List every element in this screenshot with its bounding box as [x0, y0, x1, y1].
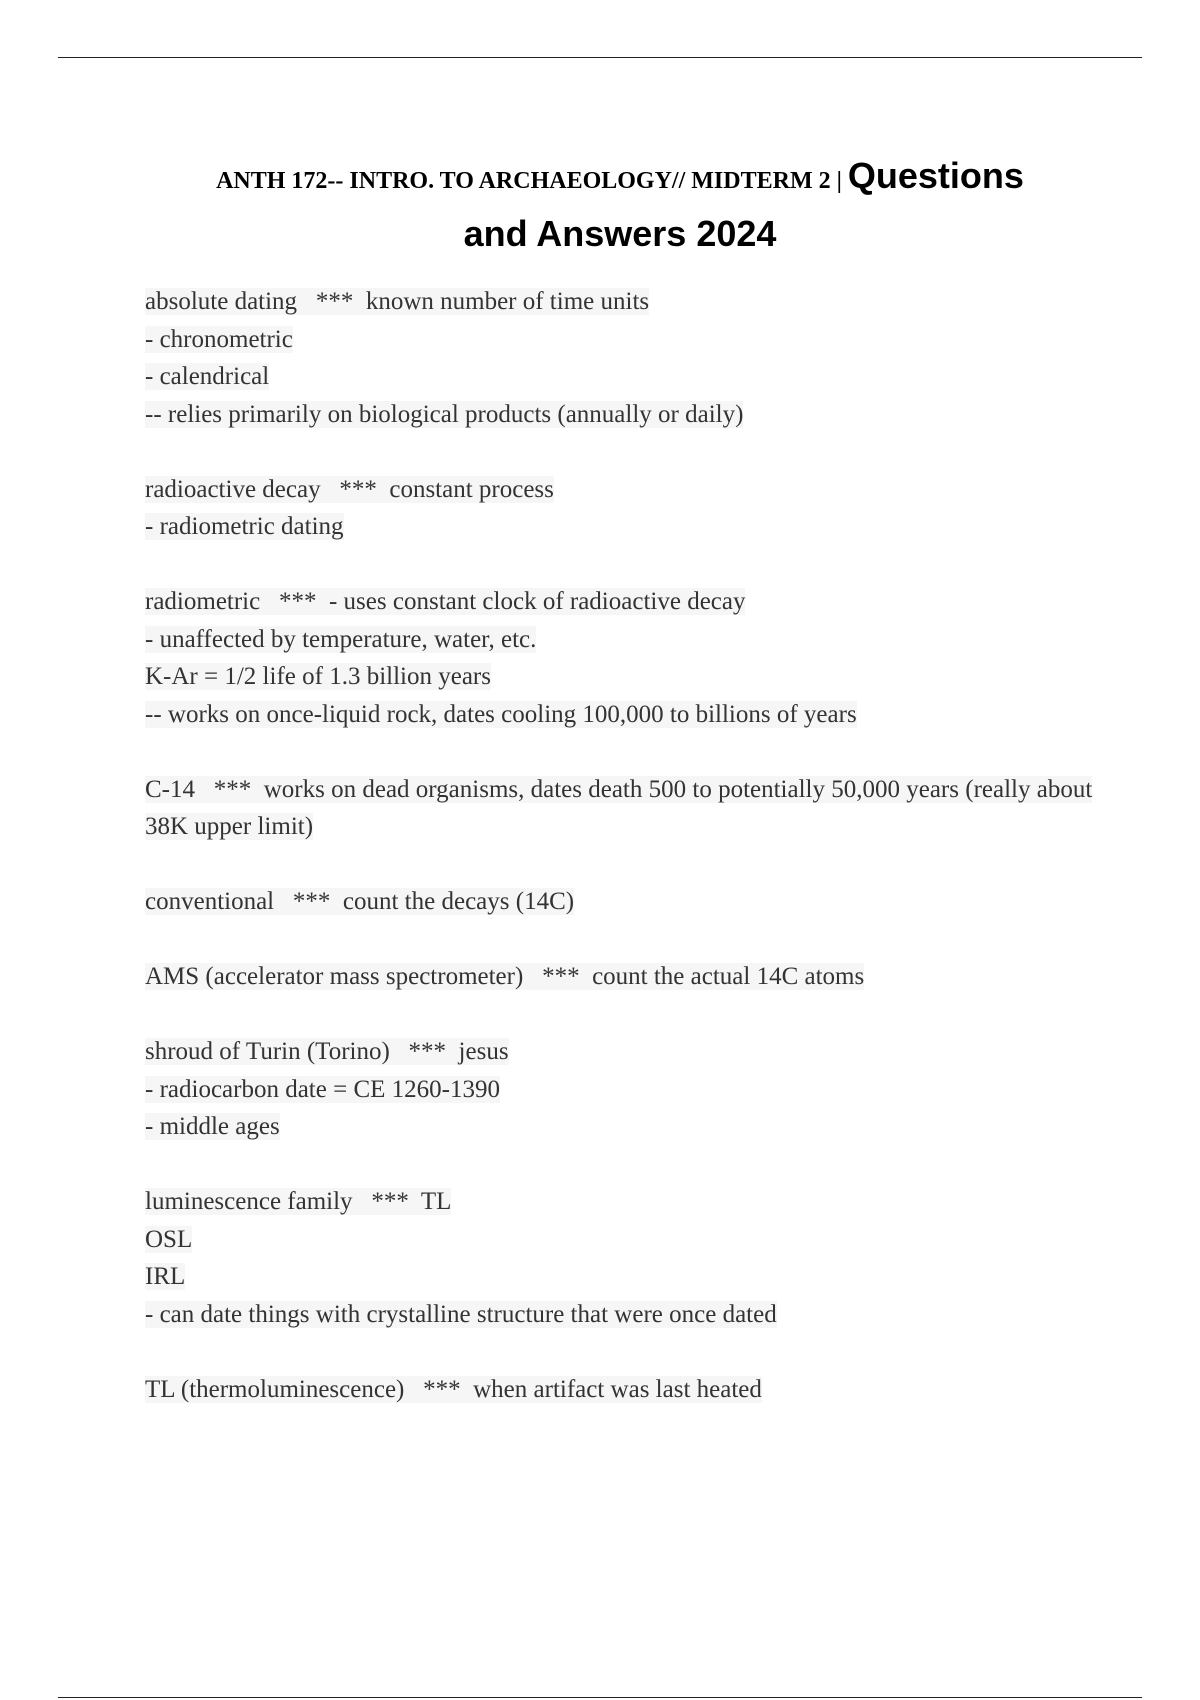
detail-line — [145, 321, 1105, 359]
top-rule — [58, 57, 1142, 58]
term: absolute dating — [145, 288, 298, 315]
term: conventional — [145, 888, 275, 915]
separator: *** — [542, 963, 580, 990]
term-line — [145, 1371, 1105, 1409]
term-line — [145, 883, 1105, 921]
detail-line — [145, 358, 1105, 396]
title-course: ANTH 172-- INTRO. TO ARCHAEOLOGY// MIDTERM 2 | — [216, 168, 848, 194]
definition: count the decays (14C) — [342, 888, 575, 915]
detail-text: - chronometric — [145, 325, 293, 353]
definition: jesus — [458, 1038, 509, 1065]
flashcard-entry — [145, 283, 1105, 433]
detail-line — [145, 508, 1105, 546]
detail-text: - middle ages — [145, 1113, 280, 1140]
detail-line — [145, 696, 1105, 734]
detail-text: -- relies primarily on biological products (annually or daily) — [145, 400, 744, 428]
separator: *** — [408, 1038, 447, 1065]
separator: *** — [292, 888, 331, 915]
definition: known number of time units — [365, 288, 650, 315]
bottom-rule — [58, 1697, 1142, 1698]
detail-line — [145, 1108, 1105, 1146]
detail-line — [145, 1296, 1105, 1334]
term-line — [145, 583, 1105, 621]
detail-line — [145, 658, 1105, 696]
definition: works on dead organisms, dates death 500 to potentially 50,000 years (really about 38K upper limit) — [145, 775, 1093, 840]
separator: *** — [423, 1375, 461, 1403]
title-line-2: and Answers 2024 — [463, 213, 777, 254]
definition: constant process — [389, 475, 554, 503]
term-line — [145, 1033, 1105, 1071]
flashcard-entry — [145, 771, 1105, 846]
title-line-1 — [100, 148, 1140, 204]
detail-line — [145, 1071, 1105, 1109]
detail-text: K-Ar = 1/2 life of 1.3 billion years — [145, 663, 491, 690]
term: C-14 — [145, 775, 195, 803]
detail-text: IRL — [145, 1263, 186, 1290]
term: radioactive decay — [145, 475, 321, 503]
term-line — [145, 1183, 1105, 1221]
detail-line — [145, 621, 1105, 659]
term-line — [145, 771, 1105, 846]
separator: *** — [315, 288, 354, 315]
term: TL (thermoluminescence) — [145, 1375, 405, 1403]
flashcard-entry — [145, 883, 1105, 921]
term-line — [145, 958, 1105, 996]
flashcard-list — [145, 283, 1105, 1446]
flashcard-entry — [145, 958, 1105, 996]
term-line — [145, 283, 1105, 321]
term: luminescence family — [145, 1188, 353, 1215]
detail-line — [145, 1258, 1105, 1296]
document-title — [100, 148, 1140, 262]
detail-text: - can date things with crystalline structure that were once dated — [145, 1300, 777, 1328]
separator: *** — [278, 588, 317, 615]
definition: when artifact was last heated — [473, 1375, 762, 1403]
term: AMS (accelerator mass spectrometer) — [145, 963, 524, 990]
definition: count the actual 14C atoms — [592, 963, 865, 990]
detail-text: OSL — [145, 1225, 193, 1253]
flashcard-entry — [145, 1033, 1105, 1146]
flashcard-entry — [145, 471, 1105, 546]
separator: *** — [339, 475, 377, 503]
definition: - uses constant clock of radioactive decay — [328, 588, 746, 615]
detail-line — [145, 396, 1105, 434]
title-questions: Questions — [847, 155, 1024, 196]
term-line — [145, 471, 1105, 509]
flashcard-entry — [145, 583, 1105, 733]
separator: *** — [213, 775, 252, 803]
detail-text: - unaffected by temperature, water, etc. — [145, 625, 537, 653]
term: shroud of Turin (Torino) — [145, 1038, 390, 1065]
flashcard-entry — [145, 1371, 1105, 1409]
detail-line — [145, 1221, 1105, 1259]
detail-text: - radiocarbon date = CE 1260-1390 — [145, 1075, 500, 1103]
flashcard-entry — [145, 1183, 1105, 1333]
detail-text: - calendrical — [145, 363, 270, 390]
separator: *** — [371, 1188, 409, 1215]
term: radiometric — [145, 588, 261, 615]
definition: TL — [420, 1188, 452, 1215]
detail-text: -- works on once-liquid rock, dates cooling 100,000 to billions of years — [145, 700, 857, 728]
detail-text: - radiometric dating — [145, 513, 344, 540]
